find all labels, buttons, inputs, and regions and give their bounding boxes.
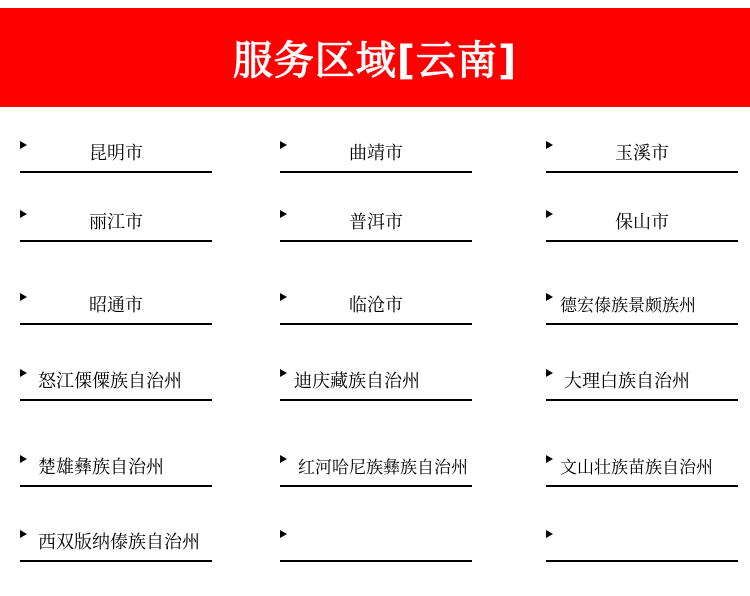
triangle-right-icon — [20, 530, 27, 538]
region-label: 玉溪市 — [615, 143, 669, 164]
region-item[interactable] — [20, 200, 212, 242]
region-item[interactable] — [20, 520, 212, 562]
region-label: 保山市 — [615, 212, 669, 233]
triangle-right-icon — [546, 293, 553, 301]
region-label: 迪庆藏族自治州 — [294, 371, 420, 392]
region-item[interactable] — [280, 283, 472, 325]
triangle-right-icon — [546, 530, 553, 538]
triangle-right-icon — [20, 455, 27, 463]
triangle-right-icon — [546, 369, 553, 377]
region-item[interactable] — [280, 445, 472, 487]
header-banner — [0, 8, 750, 107]
region-label: 丽江市 — [89, 212, 143, 233]
triangle-right-icon — [546, 455, 553, 463]
region-label: 文山壮族苗族自治州 — [560, 458, 713, 478]
region-item[interactable] — [280, 359, 472, 401]
region-label: 怒江傈僳族自治州 — [38, 371, 182, 392]
triangle-right-icon — [20, 369, 27, 377]
region-item[interactable] — [546, 359, 738, 401]
region-label: 曲靖市 — [349, 143, 403, 164]
region-label: 普洱市 — [349, 212, 403, 233]
region-item[interactable] — [20, 445, 212, 487]
region-item[interactable] — [280, 200, 472, 242]
region-item[interactable] — [20, 131, 212, 173]
region-label: 楚雄彝族自治州 — [38, 457, 164, 478]
region-label: 大理白族自治州 — [564, 371, 690, 392]
page-title: 服务区域[云南] — [232, 38, 518, 84]
region-item-empty[interactable] — [546, 520, 738, 562]
region-item[interactable] — [20, 359, 212, 401]
region-item[interactable] — [20, 283, 212, 325]
region-label: 昆明市 — [89, 143, 143, 164]
region-item[interactable] — [546, 200, 738, 242]
region-label: 红河哈尼族彝族自治州 — [298, 458, 468, 478]
region-item-empty[interactable] — [280, 520, 472, 562]
triangle-right-icon — [280, 455, 287, 463]
triangle-right-icon — [280, 369, 287, 377]
region-item[interactable] — [280, 131, 472, 173]
region-item[interactable] — [546, 283, 738, 325]
region-item[interactable] — [546, 131, 738, 173]
region-item[interactable] — [546, 445, 738, 487]
region-label: 德宏傣族景颇族州 — [560, 296, 696, 316]
region-label: 临沧市 — [349, 295, 403, 316]
triangle-right-icon — [280, 530, 287, 538]
region-label: 西双版纳傣族自治州 — [38, 532, 200, 553]
region-label: 昭通市 — [89, 295, 143, 316]
